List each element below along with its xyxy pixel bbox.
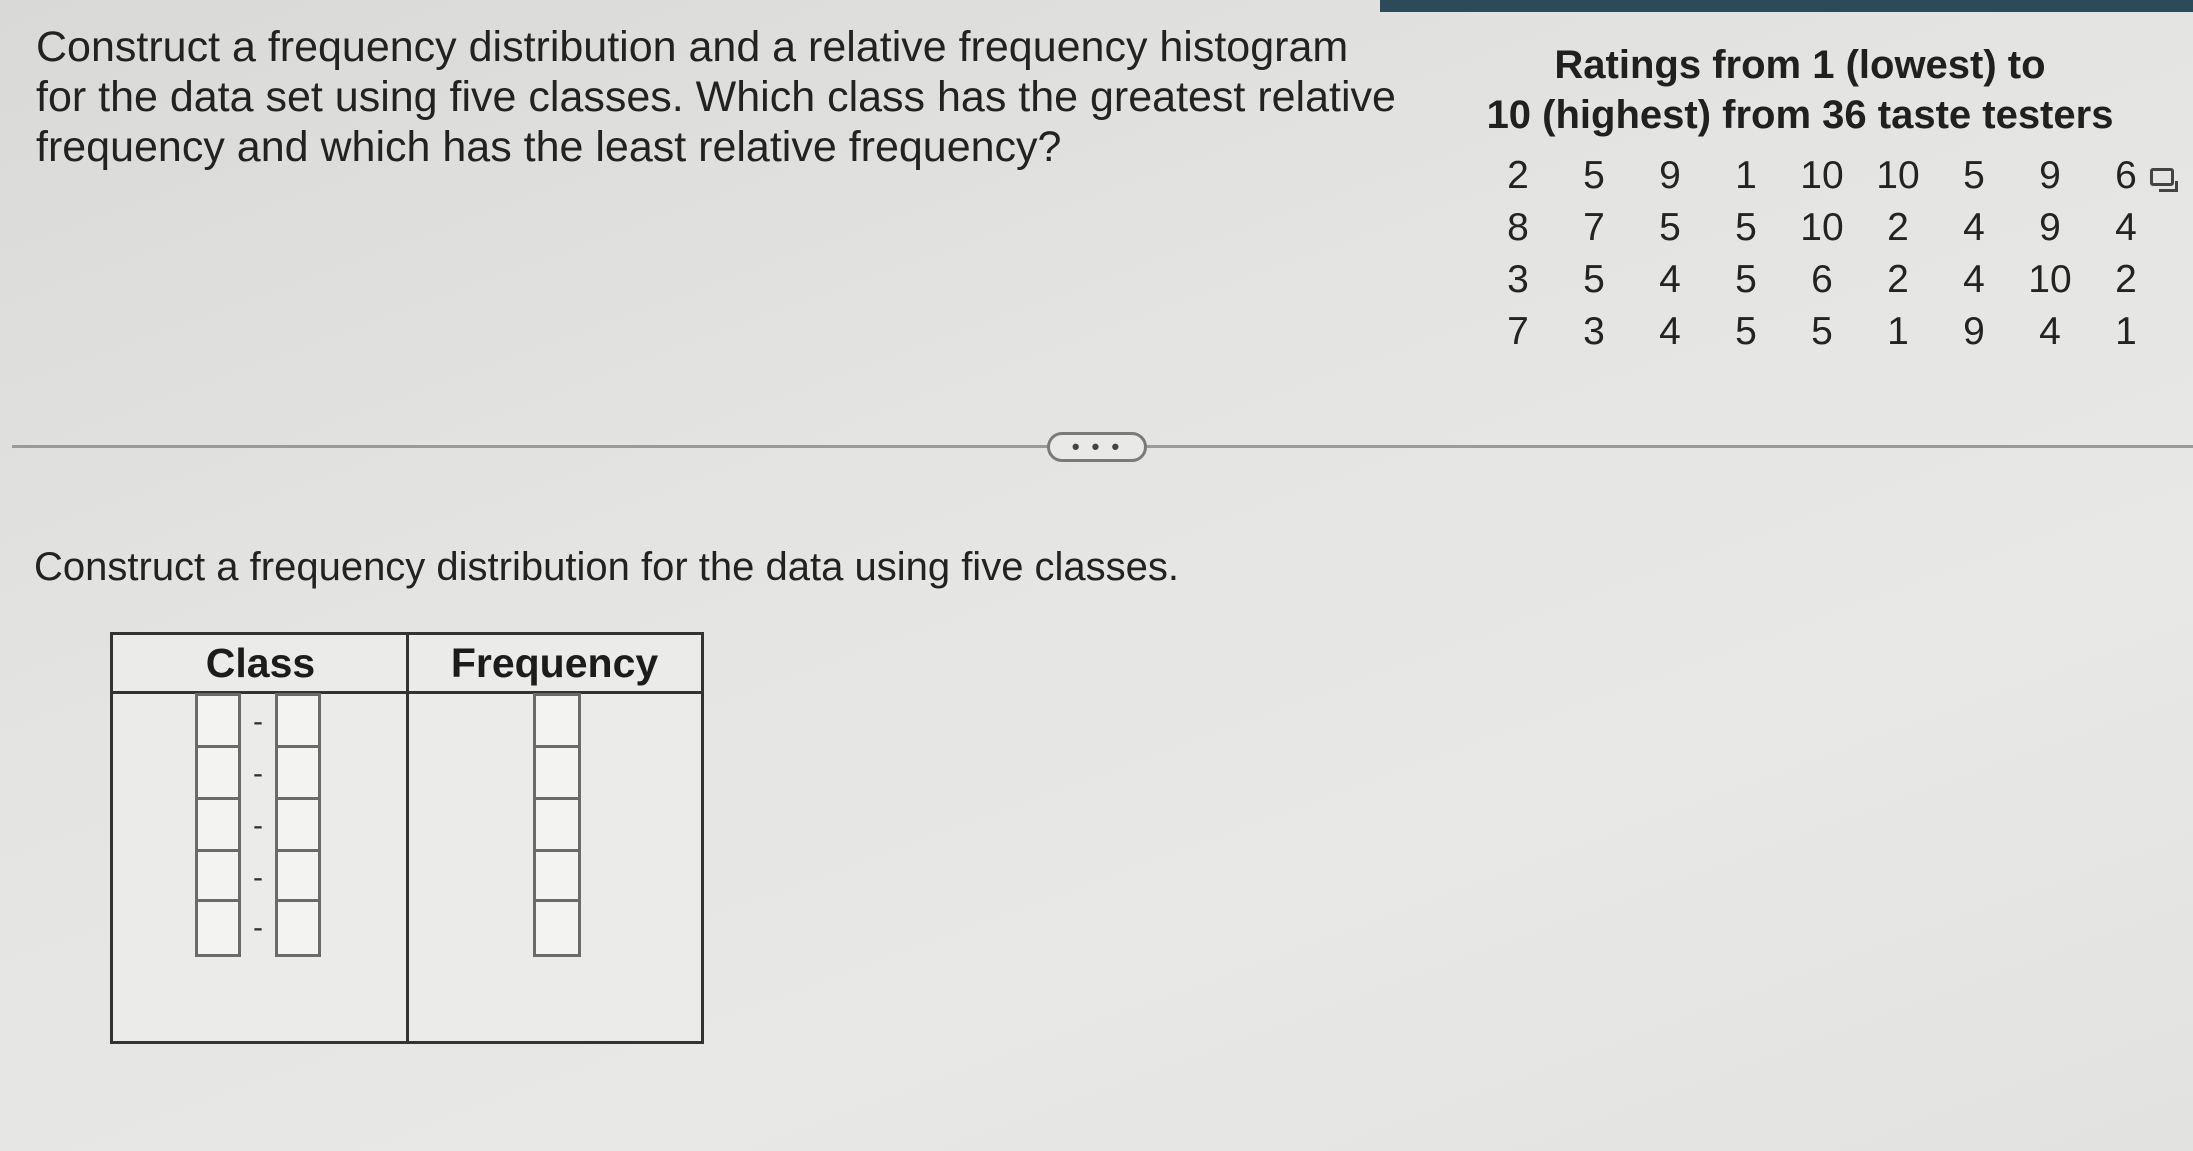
data-cell: 5 [1963,154,1985,197]
data-cell: 5 [1735,206,1757,249]
class-header: Class [205,640,316,686]
data-cell: 6 [2115,154,2137,197]
class-upper-input[interactable] [275,745,321,803]
data-cell: 7 [1583,206,1605,249]
class-range-separator: - [253,911,263,944]
data-cell: 10 [1800,206,1844,249]
data-cell: 5 [1659,206,1681,249]
data-cell: 9 [2039,154,2061,197]
data-cell: 2 [1887,206,1909,249]
frequency-input[interactable] [533,745,581,803]
data-cell: 2 [1887,258,1909,301]
question-text: Construct a frequency distribution and a relative frequency histogram for the data set using five classes. Which class has the greatest relative frequency and which has the least relative frequency? [36,23,1396,171]
data-title [1480,40,2120,140]
data-cell: 4 [1659,310,1681,353]
class-lower-input[interactable] [195,899,241,957]
data-cell: 1 [2115,310,2137,353]
data-cell: 5 [1811,310,1833,353]
data-cell: 9 [1963,310,1985,353]
ratings-data-panel [1480,40,2160,358]
data-cell: 10 [1800,154,1844,197]
class-range-separator: - [253,705,263,738]
class-lower-input[interactable] [195,693,241,751]
data-title-line-1: Ratings from 1 (lowest) to [1554,43,2046,87]
data-cell: 4 [1659,258,1681,301]
data-cell: 5 [1735,258,1757,301]
data-cell: 2 [1507,154,1529,197]
data-title-line-2: 10 (highest) from 36 taste testers [1486,93,2114,137]
data-cell: 5 [1583,154,1605,197]
data-cell: 8 [1507,206,1529,249]
data-cell: 10 [1876,154,1920,197]
data-cell: 7 [1507,310,1529,353]
class-upper-input[interactable] [275,693,321,751]
data-cell: 6 [1811,258,1833,301]
class-lower-input[interactable] [195,745,241,803]
column-divider [406,635,409,1041]
copy-icon[interactable] [2150,168,2174,186]
class-upper-input[interactable] [275,899,321,957]
class-range-separator: - [253,861,263,894]
data-cell: 10 [2028,258,2072,301]
instruction-text: Construct a frequency distribution for the data using five classes. [34,545,1180,589]
class-lower-input[interactable] [195,797,241,855]
data-cell: 5 [1735,310,1757,353]
more-button[interactable]: • • • [1047,432,1147,462]
class-upper-input[interactable] [275,797,321,855]
data-cell: 4 [2115,206,2137,249]
frequency-input[interactable] [533,797,581,855]
data-cell: 9 [1659,154,1681,197]
data-cell: 3 [1507,258,1529,301]
data-cell: 9 [2039,206,2061,249]
data-cell: 1 [1887,310,1909,353]
data-cell: 2 [2115,258,2137,301]
class-range-separator: - [253,757,263,790]
data-cell: 5 [1583,258,1605,301]
data-cell: 4 [2039,310,2061,353]
ratings-data-grid [1480,150,2160,358]
data-cell: 1 [1735,154,1757,197]
window-top-strip [1380,0,2193,12]
class-range-separator: - [253,809,263,842]
data-cell: 4 [1963,206,1985,249]
frequency-input[interactable] [533,693,581,751]
frequency-header: Frequency [450,640,659,686]
data-cell: 3 [1583,310,1605,353]
frequency-table [110,632,704,1044]
frequency-input[interactable] [533,899,581,957]
data-cell: 4 [1963,258,1985,301]
